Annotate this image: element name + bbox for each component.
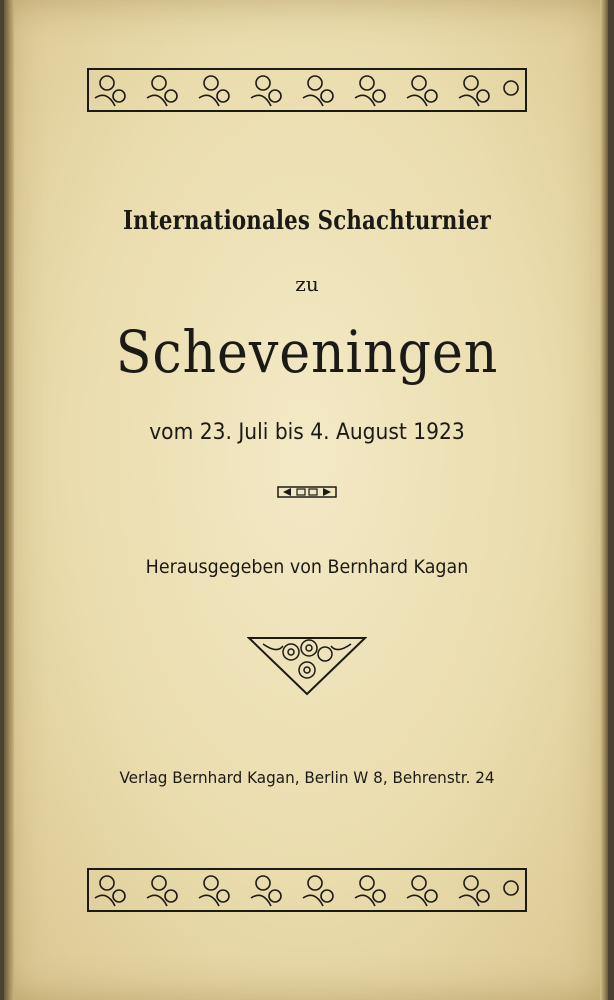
place-name: Scheveningen: [115, 318, 499, 386]
small-divider-icon: [0, 486, 614, 498]
page-right-edge: [600, 0, 608, 1000]
editor-line: Herausgegeben von Bernhard Kagan: [145, 556, 469, 578]
tournament-dates: vom 23. Juli bis 4. August 1923: [149, 420, 465, 445]
bottom-floral-border-icon: [0, 868, 614, 912]
title-page: [4, 0, 608, 1000]
top-floral-border-icon: [0, 68, 614, 112]
floral-vignette-icon: [0, 634, 614, 696]
page-left-edge: [4, 0, 14, 1000]
publisher-line: Verlag Bernhard Kagan, Berlin W 8, Behrenstr. 24: [119, 768, 495, 787]
tournament-title: Internationales Schachturnier: [123, 206, 491, 236]
title-connector: zu: [295, 272, 319, 296]
